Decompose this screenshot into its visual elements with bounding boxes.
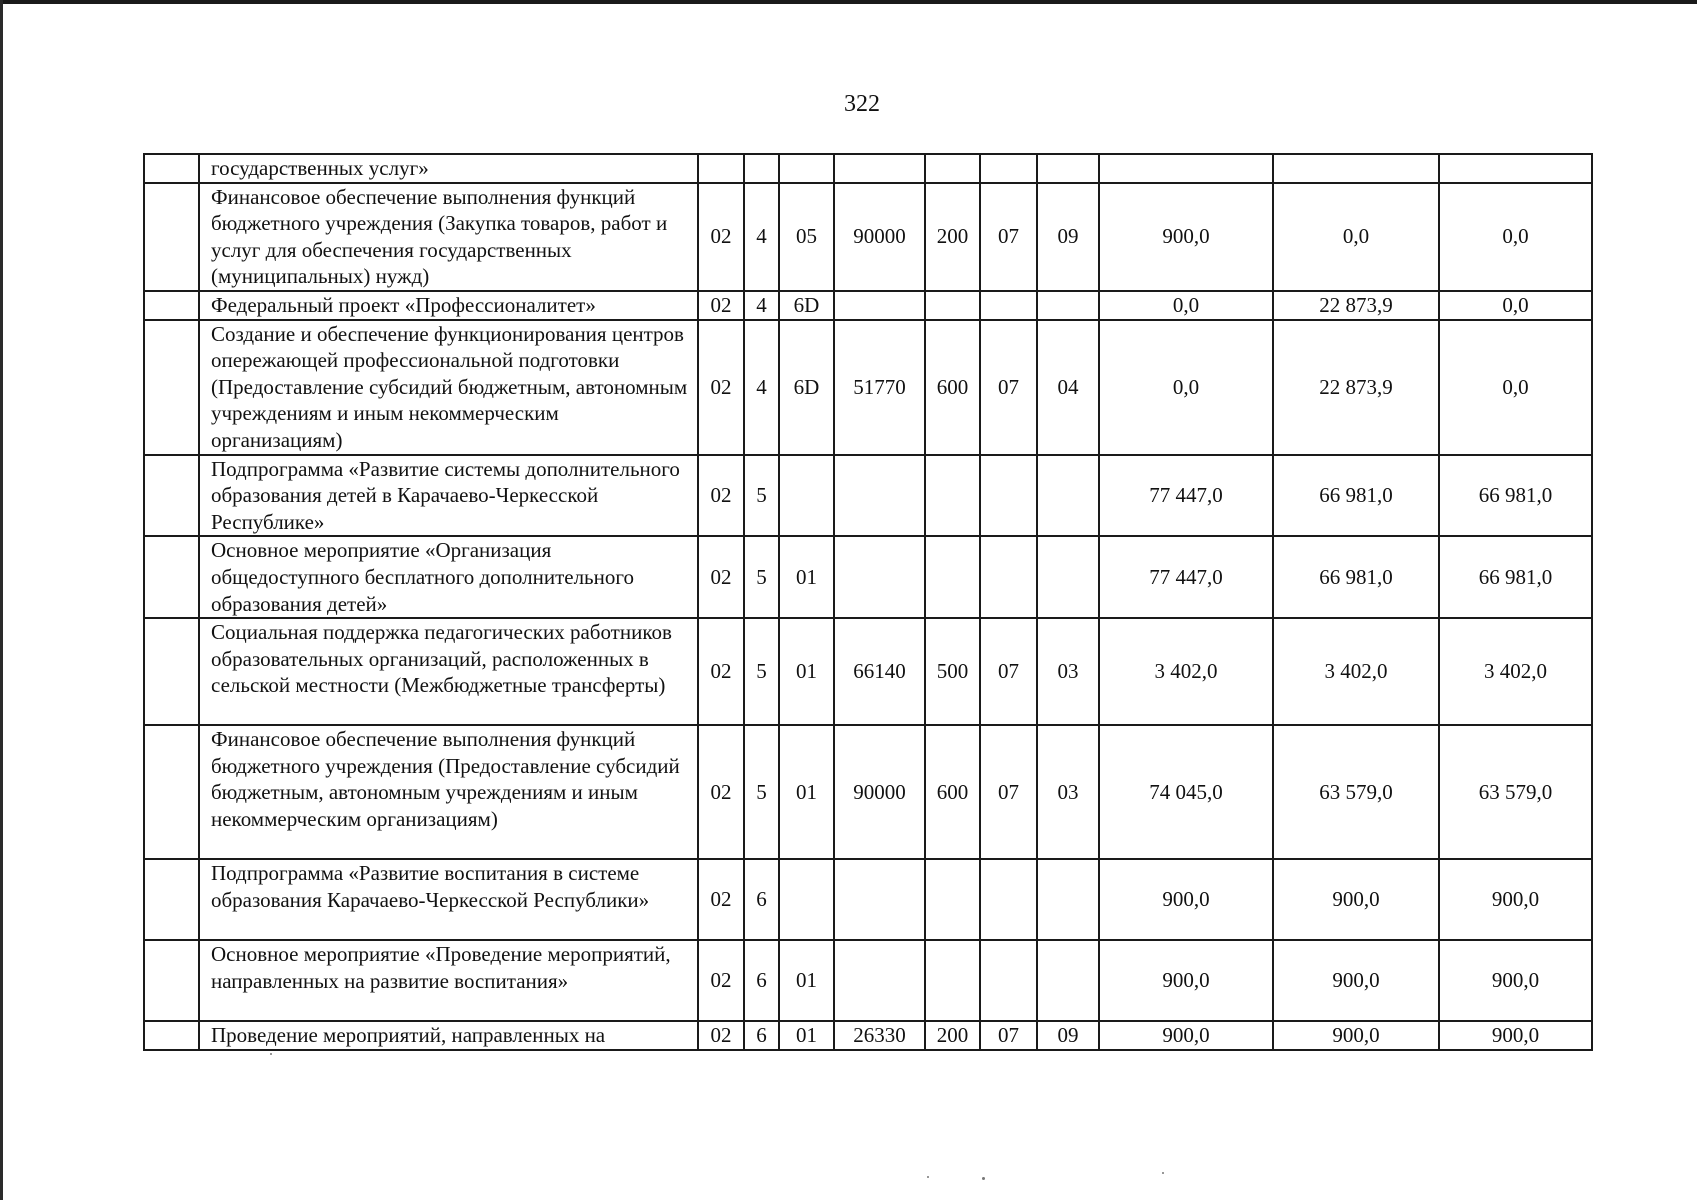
code-pp: 5 [744,618,779,725]
amount-year-3: 0,0 [1439,320,1592,455]
code-direction [834,859,925,940]
code-om: 6D [779,291,834,320]
table-row [144,320,1592,455]
code-expense-type: 200 [925,183,980,291]
code-direction: 90000 [834,725,925,859]
code-gp: 02 [698,725,744,859]
amount-year-3 [1439,154,1592,183]
code-section: 07 [980,320,1037,455]
code-subsection [1037,940,1099,1021]
amount-year-3: 900,0 [1439,859,1592,940]
amount-year-2: 66 981,0 [1273,455,1439,537]
code-subsection [1037,859,1099,940]
amount-year-3: 66 981,0 [1439,536,1592,618]
code-subsection [1037,291,1099,320]
row-name: Проведение мероприятий, направленных на [199,1021,698,1050]
code-direction: 51770 [834,320,925,455]
code-om [779,455,834,537]
code-pp: 4 [744,320,779,455]
code-section: 07 [980,1021,1037,1050]
table-row [144,725,1592,859]
code-expense-type [925,291,980,320]
code-om: 05 [779,183,834,291]
scan-speck [270,1053,272,1055]
code-om: 6D [779,320,834,455]
code-direction: 66140 [834,618,925,725]
amount-year-3: 0,0 [1439,183,1592,291]
scan-left-edge [0,0,3,1200]
code-subsection: 04 [1037,320,1099,455]
empty-number-cell [144,154,199,183]
code-gp: 02 [698,536,744,618]
row-name: Основное мероприятие «Проведение мероприятий, направленных на развитие воспитания» [199,940,698,1021]
code-direction [834,940,925,1021]
code-direction: 26330 [834,1021,925,1050]
amount-year-1: 900,0 [1099,183,1273,291]
amount-year-1: 0,0 [1099,291,1273,320]
amount-year-2: 900,0 [1273,940,1439,1021]
code-gp: 02 [698,183,744,291]
table-row [144,859,1592,940]
code-direction [834,455,925,537]
code-gp: 02 [698,455,744,537]
code-pp: 5 [744,536,779,618]
amount-year-2: 3 402,0 [1273,618,1439,725]
code-section [980,859,1037,940]
code-expense-type [925,536,980,618]
table-row [144,940,1592,1021]
empty-number-cell [144,291,199,320]
amount-year-1: 74 045,0 [1099,725,1273,859]
code-expense-type [925,455,980,537]
code-gp [698,154,744,183]
empty-number-cell [144,859,199,940]
code-gp: 02 [698,1021,744,1050]
table-row [144,154,1592,183]
row-name: Социальная поддержка педагогических работников образовательных организаций, расположенных в сельской местности (Межбюджетные трансферты) [199,618,698,725]
page-number: 322 [844,91,880,117]
empty-number-cell [144,725,199,859]
row-name: Финансовое обеспечение выполнения функций бюджетного учреждения (Предоставление субсидий бюджетным, автономным учреждениям и иным некоммерческим организациям) [199,725,698,859]
amount-year-3: 66 981,0 [1439,455,1592,537]
code-section [980,455,1037,537]
code-om: 01 [779,536,834,618]
code-gp: 02 [698,618,744,725]
table-row [144,183,1592,291]
amount-year-2: 900,0 [1273,1021,1439,1050]
amount-year-1: 900,0 [1099,859,1273,940]
empty-number-cell [144,183,199,291]
code-subsection: 09 [1037,183,1099,291]
amount-year-2: 22 873,9 [1273,291,1439,320]
budget-table [143,153,1593,1051]
scan-speck [1162,1172,1164,1174]
code-pp: 6 [744,940,779,1021]
scan-top-edge [0,0,1697,4]
amount-year-3: 63 579,0 [1439,725,1592,859]
empty-number-cell [144,940,199,1021]
empty-number-cell [144,455,199,537]
empty-number-cell [144,618,199,725]
code-expense-type: 600 [925,320,980,455]
code-subsection: 03 [1037,725,1099,859]
empty-number-cell [144,1021,199,1050]
scan-speck [982,1177,985,1180]
empty-number-cell [144,536,199,618]
amount-year-1: 900,0 [1099,1021,1273,1050]
amount-year-1 [1099,154,1273,183]
row-name: Федеральный проект «Профессионалитет» [199,291,698,320]
code-expense-type: 200 [925,1021,980,1050]
amount-year-3: 900,0 [1439,1021,1592,1050]
code-direction [834,536,925,618]
table-row [144,1021,1592,1050]
amount-year-3: 0,0 [1439,291,1592,320]
amount-year-2: 0,0 [1273,183,1439,291]
code-direction: 90000 [834,183,925,291]
amount-year-2: 900,0 [1273,859,1439,940]
amount-year-3: 3 402,0 [1439,618,1592,725]
code-direction [834,291,925,320]
code-expense-type: 500 [925,618,980,725]
table-body [144,154,1592,1050]
code-pp: 5 [744,455,779,537]
amount-year-1: 77 447,0 [1099,536,1273,618]
code-pp: 4 [744,291,779,320]
code-gp: 02 [698,940,744,1021]
row-name: Создание и обеспечение функционирования центров опережающей профессиональной подготовки (Предоставление субсидий бюджетным, автономным учреждениям и иным некоммерческим организациям) [199,320,698,455]
code-expense-type [925,859,980,940]
code-expense-type: 600 [925,725,980,859]
code-gp: 02 [698,859,744,940]
code-subsection [1037,455,1099,537]
code-gp: 02 [698,291,744,320]
code-section: 07 [980,183,1037,291]
row-name: Подпрограмма «Развитие воспитания в системе образования Карачаево-Черкесской Республики» [199,859,698,940]
code-om: 01 [779,940,834,1021]
code-pp: 4 [744,183,779,291]
row-name: Основное мероприятие «Организация общедоступного бесплатного дополнительного образования детей» [199,536,698,618]
code-pp: 6 [744,1021,779,1050]
code-section: 07 [980,725,1037,859]
row-name: Финансовое обеспечение выполнения функций бюджетного учреждения (Закупка товаров, работ и услуг для обеспечения государственных (муниципальных) нужд) [199,183,698,291]
code-subsection: 03 [1037,618,1099,725]
code-pp: 6 [744,859,779,940]
code-pp: 5 [744,725,779,859]
code-subsection: 09 [1037,1021,1099,1050]
amount-year-2: 66 981,0 [1273,536,1439,618]
code-section [980,291,1037,320]
empty-number-cell [144,320,199,455]
amount-year-1: 900,0 [1099,940,1273,1021]
code-section [980,536,1037,618]
table-row [144,618,1592,725]
code-expense-type [925,940,980,1021]
code-om [779,154,834,183]
amount-year-3: 900,0 [1439,940,1592,1021]
amount-year-2: 22 873,9 [1273,320,1439,455]
amount-year-1: 77 447,0 [1099,455,1273,537]
code-om: 01 [779,1021,834,1050]
table-row [144,455,1592,537]
code-gp: 02 [698,320,744,455]
table-row [144,291,1592,320]
row-name: государственных услуг» [199,154,698,183]
amount-year-2 [1273,154,1439,183]
amount-year-1: 0,0 [1099,320,1273,455]
code-om: 01 [779,618,834,725]
code-direction [834,154,925,183]
code-subsection [1037,536,1099,618]
code-pp [744,154,779,183]
code-section [980,940,1037,1021]
code-om [779,859,834,940]
code-subsection [1037,154,1099,183]
scan-speck [927,1176,929,1178]
amount-year-2: 63 579,0 [1273,725,1439,859]
code-expense-type [925,154,980,183]
table-row [144,536,1592,618]
code-section: 07 [980,618,1037,725]
amount-year-1: 3 402,0 [1099,618,1273,725]
code-om: 01 [779,725,834,859]
row-name: Подпрограмма «Развитие системы дополнительного образования детей в Карачаево-Черкесской Республике» [199,455,698,537]
code-section [980,154,1037,183]
